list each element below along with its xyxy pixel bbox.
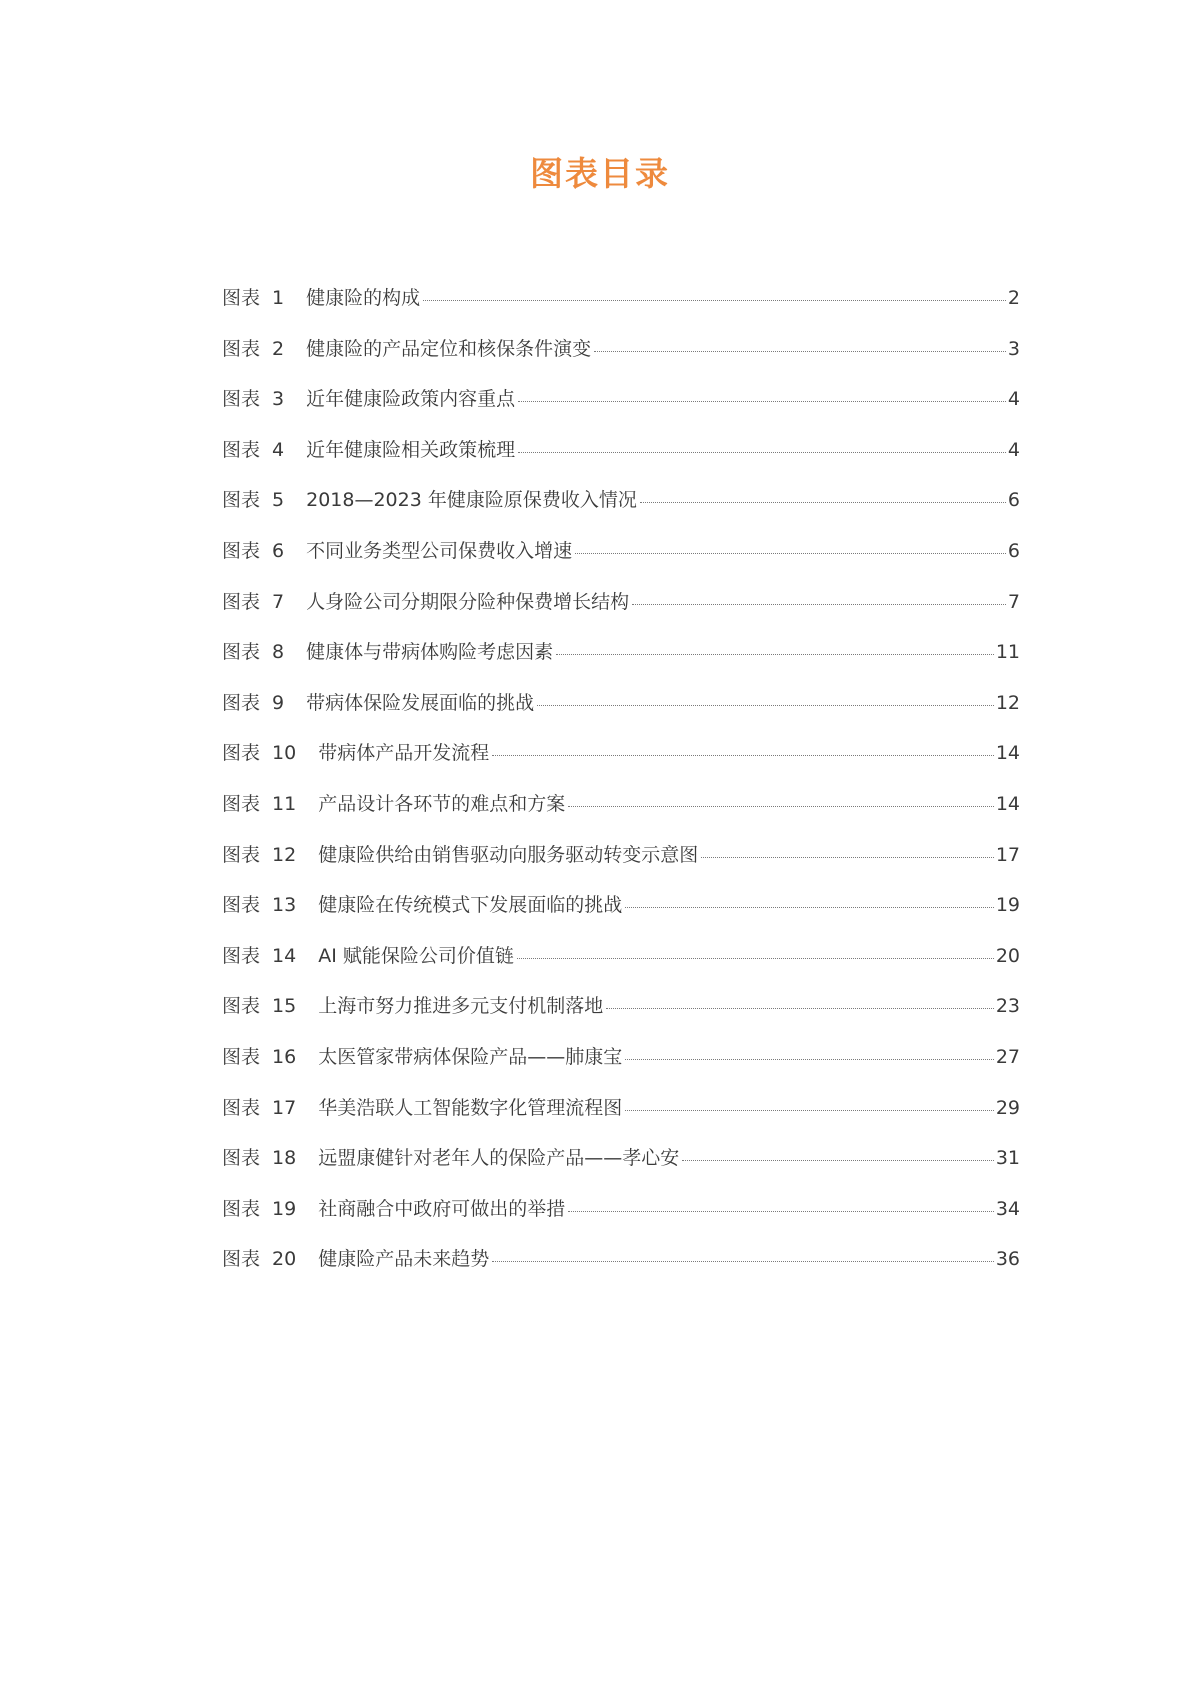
toc-entry-title: 太医管家带病体保险产品——肺康宝	[318, 1045, 623, 1068]
toc-entry-page-number: 11	[995, 641, 1020, 664]
toc-entry-page-number: 4	[1007, 388, 1020, 411]
toc-entry-title: AI 赋能保险公司价值链	[318, 944, 514, 967]
toc-entry-label: 图表	[222, 1197, 261, 1220]
toc-entry-page-number: 19	[995, 894, 1020, 917]
toc-entry-number: 6	[272, 539, 285, 562]
dot-leader	[568, 805, 994, 807]
toc-entry-number: 14	[272, 944, 297, 967]
toc-entry-title: 上海市努力推进多元支付机制落地	[318, 995, 604, 1018]
dot-leader	[625, 906, 994, 908]
dot-leader	[594, 350, 1006, 352]
toc-entry-label: 图表	[222, 843, 261, 866]
toc-entry-page-number: 27	[995, 1045, 1020, 1068]
toc-entry-number: 12	[272, 843, 297, 866]
toc-entry-label: 图表	[222, 438, 261, 461]
dot-leader	[517, 957, 994, 959]
toc-entry-label: 图表	[222, 287, 261, 309]
page-title: 图表目录	[530, 154, 670, 193]
dot-leader	[556, 653, 994, 655]
toc-entry-page-number: 7	[1007, 590, 1020, 613]
toc-entry-title: 带病体产品开发流程	[318, 742, 490, 765]
toc-entry-label: 图表	[222, 641, 261, 664]
toc-entry[interactable]	[222, 1143, 1020, 1194]
toc-list	[222, 283, 1020, 1295]
dot-leader	[640, 501, 1006, 503]
toc-entry-title: 健康险在传统模式下发展面临的挑战	[318, 894, 623, 917]
dot-leader	[575, 552, 1006, 554]
toc-entry-page-number: 14	[995, 742, 1020, 765]
dot-leader	[625, 1058, 994, 1060]
toc-entry-label: 图表	[222, 489, 261, 512]
toc-entry-number: 8	[272, 641, 285, 664]
toc-entry-title: 2018—2023 年健康险原保费收入情况	[306, 489, 637, 512]
toc-entry[interactable]	[222, 1042, 1020, 1093]
toc-entry[interactable]	[222, 991, 1020, 1042]
dot-leader	[492, 1260, 994, 1262]
toc-entry-number: 9	[272, 691, 285, 714]
toc-entry[interactable]	[222, 789, 1020, 840]
toc-entry-title: 健康险的构成	[306, 287, 421, 309]
toc-entry-page-number: 20	[995, 944, 1020, 967]
toc-entry-label: 图表	[222, 539, 261, 562]
toc-entry[interactable]	[222, 890, 1020, 941]
toc-entry-title: 产品设计各环节的难点和方案	[318, 792, 566, 815]
toc-entry[interactable]	[222, 283, 1020, 334]
toc-entry[interactable]	[222, 840, 1020, 891]
toc-entry-number: 2	[272, 337, 285, 360]
toc-entry-title: 健康险供给由销售驱动向服务驱动转变示意图	[318, 843, 699, 866]
toc-entry-page-number: 12	[995, 691, 1020, 714]
toc-entry-title: 带病体保险发展面临的挑战	[306, 691, 535, 714]
toc-entry[interactable]	[222, 384, 1020, 435]
toc-entry-title: 健康体与带病体购险考虑因素	[306, 641, 554, 664]
toc-entry-page-number: 31	[995, 1147, 1020, 1170]
toc-entry[interactable]	[222, 738, 1020, 789]
dot-leader	[518, 400, 1006, 402]
toc-entry-label: 图表	[222, 995, 261, 1018]
dot-leader	[568, 1210, 994, 1212]
toc-entry-title: 不同业务类型公司保费收入增速	[306, 539, 573, 562]
toc-entry-label: 图表	[222, 1045, 261, 1068]
toc-entry-page-number: 6	[1007, 539, 1020, 562]
toc-entry[interactable]	[222, 485, 1020, 536]
toc-entry[interactable]	[222, 536, 1020, 587]
toc-entry-number: 15	[272, 995, 297, 1018]
toc-entry-title: 健康险产品未来趋势	[318, 1248, 490, 1271]
toc-entry-title: 远盟康健针对老年人的保险产品——孝心安	[318, 1147, 680, 1170]
toc-entry[interactable]	[222, 688, 1020, 739]
toc-entry-page-number: 14	[995, 792, 1020, 815]
toc-entry-label: 图表	[222, 337, 261, 360]
toc-entry-label: 图表	[222, 792, 261, 815]
toc-entry-title: 近年健康险政策内容重点	[306, 388, 516, 411]
dot-leader	[492, 754, 994, 756]
toc-entry-page-number: 4	[1007, 438, 1020, 461]
toc-entry-label: 图表	[222, 388, 261, 411]
toc-entry-page-number: 17	[995, 843, 1020, 866]
toc-entry-label: 图表	[222, 1248, 261, 1271]
toc-entry[interactable]	[222, 637, 1020, 688]
toc-entry-number: 19	[272, 1197, 297, 1220]
dot-leader	[606, 1007, 994, 1009]
toc-entry-number: 13	[272, 894, 297, 917]
dot-leader	[632, 603, 1006, 605]
toc-entry-title: 人身险公司分期限分险种保费增长结构	[306, 590, 630, 613]
toc-entry-number: 11	[272, 792, 297, 815]
toc-entry-number: 20	[272, 1248, 297, 1271]
toc-entry-page-number: 34	[995, 1197, 1020, 1220]
toc-entry-label: 图表	[222, 742, 261, 765]
toc-entry-page-number: 36	[995, 1248, 1020, 1271]
toc-entry-label: 图表	[222, 1147, 261, 1170]
toc-entry-title: 近年健康险相关政策梳理	[306, 438, 516, 461]
toc-entry-title: 社商融合中政府可做出的举措	[318, 1197, 566, 1220]
toc-entry-number: 10	[272, 742, 297, 765]
toc-entry[interactable]	[222, 1194, 1020, 1245]
toc-entry-label: 图表	[222, 691, 261, 714]
toc-entry-page-number: 23	[995, 995, 1020, 1018]
toc-entry-number: 4	[272, 438, 285, 461]
toc-entry[interactable]	[222, 435, 1020, 486]
toc-entry[interactable]	[222, 1244, 1020, 1295]
toc-entry-page-number: 3	[1007, 337, 1020, 360]
toc-entry-number: 17	[272, 1096, 297, 1119]
dot-leader	[625, 1109, 994, 1111]
toc-entry-page-number: 6	[1007, 489, 1020, 512]
toc-entry-label: 图表	[222, 590, 261, 613]
toc-entry-number: 18	[272, 1147, 297, 1170]
toc-entry-number: 16	[272, 1045, 297, 1068]
dot-leader	[537, 704, 994, 706]
dot-leader	[701, 856, 994, 858]
toc-entry-number: 7	[272, 590, 285, 613]
toc-entry-title: 华美浩联人工智能数字化管理流程图	[318, 1096, 623, 1119]
toc-entry-label: 图表	[222, 1096, 261, 1119]
toc-entry[interactable]	[222, 941, 1020, 992]
toc-entry[interactable]	[222, 1093, 1020, 1144]
toc-entry[interactable]	[222, 334, 1020, 385]
toc-entry-label: 图表	[222, 944, 261, 967]
toc-entry-page-number: 2	[1007, 287, 1020, 309]
toc-entry-number: 1	[272, 287, 285, 309]
toc-entry-title: 健康险的产品定位和核保条件演变	[306, 337, 592, 360]
dot-leader	[518, 451, 1006, 453]
toc-entry-label: 图表	[222, 894, 261, 917]
dot-leader	[423, 299, 1006, 301]
toc-entry[interactable]	[222, 587, 1020, 638]
toc-entry-number: 5	[272, 489, 285, 512]
toc-entry-number: 3	[272, 388, 285, 411]
toc-entry-page-number: 29	[995, 1096, 1020, 1119]
dot-leader	[682, 1159, 994, 1161]
